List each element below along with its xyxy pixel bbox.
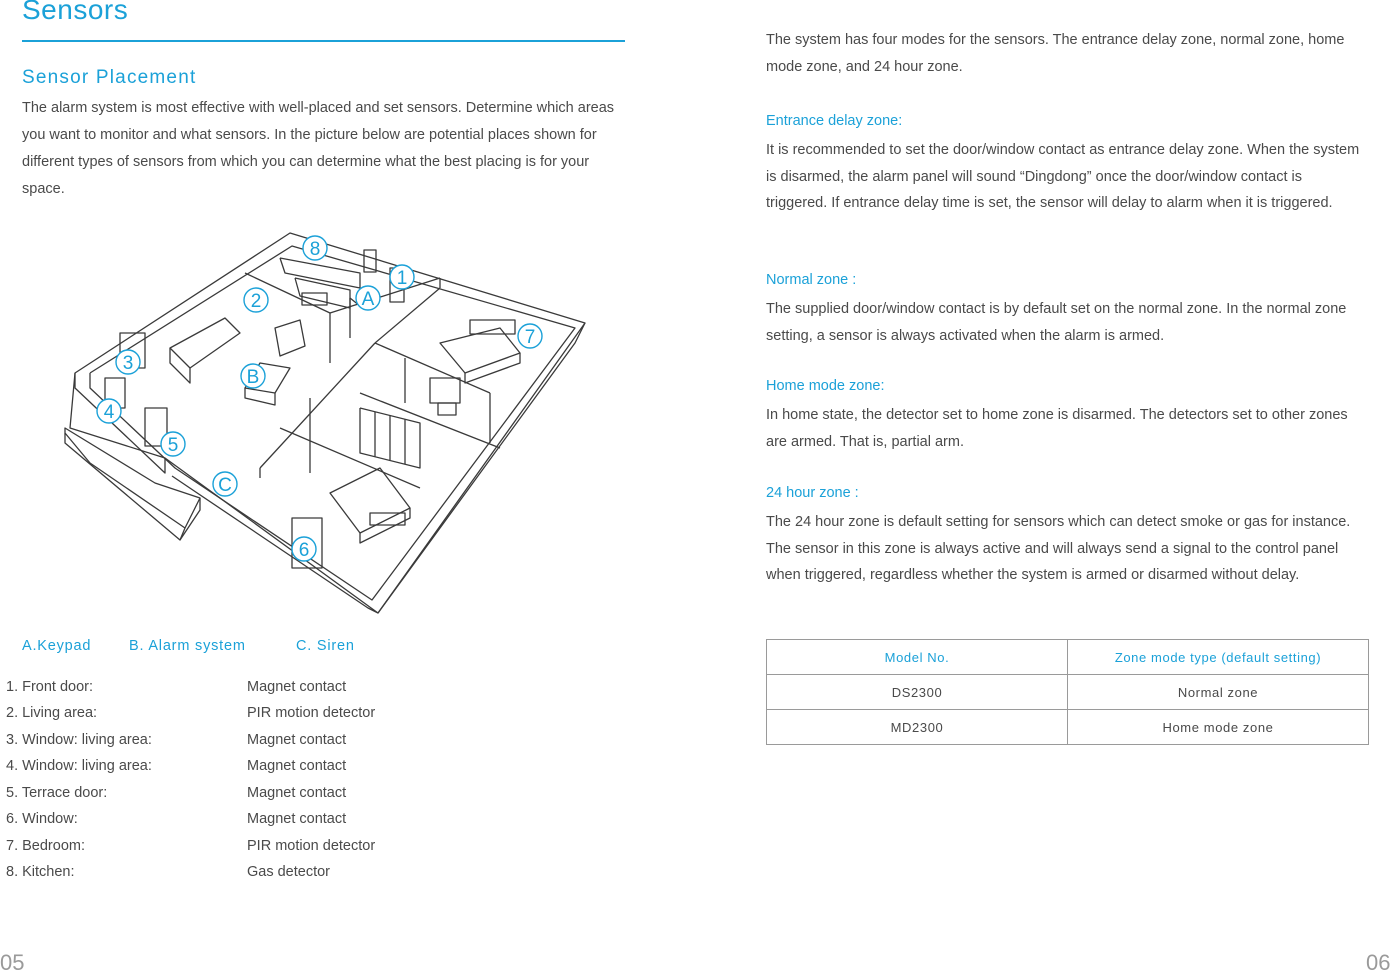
marker-8: 8: [309, 239, 321, 260]
floor-plan-illustration: [60, 228, 590, 618]
sensor-type: PIR motion detector: [247, 705, 376, 721]
sensor-location: 2. Living area:: [6, 705, 98, 721]
marker-1: 1: [396, 268, 408, 289]
page-title: Sensors: [22, 0, 129, 25]
marker-4: 4: [103, 402, 115, 423]
legend-alarm-system: B. Alarm system: [129, 638, 246, 654]
intro-paragraph: The alarm system is most effective with well-placed and set sensors. Determine which areas you want to monitor and what sensors. In the picture below are potential places shown for different types of sensors from which you can determine what the best placing is for your space.: [22, 100, 615, 197]
section-heading: Sensor Placement: [22, 67, 197, 88]
table-cell-model: MD2300: [767, 710, 1068, 745]
normal-zone-body: The supplied door/window contact is by default set on the normal zone. In the normal zone setting, a sensor is always activated when the alarm is armed.: [766, 301, 1347, 344]
sensor-type: Magnet contact: [247, 732, 347, 748]
home-mode-body: In home state, the detector set to home zone is disarmed. The detectors set to other zones are armed. That is, partial arm.: [766, 407, 1348, 450]
sensor-location: 6. Window:: [6, 811, 78, 827]
marker-2: 2: [250, 291, 262, 312]
home-mode-heading: Home mode zone:: [766, 378, 885, 394]
sensor-location: 4. Window: living area:: [6, 758, 152, 774]
sensor-type: PIR motion detector: [247, 838, 376, 854]
header-zone-mode: Zone mode type (default setting): [1068, 640, 1369, 675]
table-cell-zone: Normal zone: [1068, 675, 1369, 710]
sensor-location: 5. Terrace door:: [6, 785, 108, 801]
sensor-type: Magnet contact: [247, 758, 347, 774]
marker-A: A: [361, 289, 375, 310]
legend-keypad: A.Keypad: [22, 638, 92, 654]
table-header-row: [767, 640, 1369, 675]
sensor-type: Gas detector: [247, 864, 331, 880]
table-cell-zone: Home mode zone: [1068, 710, 1369, 745]
24-hour-body: The 24 hour zone is default setting for sensors which can detect smoke or gas for instance. The sensor in this zone is always active and will always send a signal to the control panel when triggered, regardless whether the system is armed or disarmed without delay.: [766, 514, 1351, 583]
legend-siren: C. Siren: [296, 638, 355, 654]
table-cell-model: DS2300: [767, 675, 1068, 710]
marker-3: 3: [122, 353, 134, 374]
zone-table: [766, 639, 1369, 745]
page-number-left: 05: [0, 950, 25, 975]
title-divider: [22, 40, 625, 42]
page-number-right: 06: [1366, 950, 1391, 975]
entrance-delay-heading: Entrance delay zone:: [766, 113, 903, 129]
sensor-type: Magnet contact: [247, 811, 347, 827]
table-row: [767, 710, 1369, 745]
marker-7: 7: [524, 327, 536, 348]
sensor-location: 7. Bedroom:: [6, 838, 85, 854]
sensor-location: 1. Front door:: [6, 679, 94, 695]
sensor-location: 3. Window: living area:: [6, 732, 152, 748]
marker-6: 6: [298, 540, 310, 561]
table-row: [767, 675, 1369, 710]
modes-intro: The system has four modes for the sensors. The entrance delay zone, normal zone, home mode zone, and 24 hour zone.: [766, 32, 1345, 75]
24-hour-heading: 24 hour zone :: [766, 485, 859, 501]
entrance-delay-body: It is recommended to set the door/window contact as entrance delay zone. When the system is disarmed, the alarm panel will sound “Dingdong” once the door/window contact is triggered. If entrance delay time is set, the sensor will delay to alarm when it is triggered.: [766, 142, 1360, 211]
sensor-location: 8. Kitchen:: [6, 864, 75, 880]
normal-zone-heading: Normal zone :: [766, 272, 857, 288]
header-model-no: Model No.: [767, 640, 1068, 675]
sensor-type: Magnet contact: [247, 679, 347, 695]
sensor-type: Magnet contact: [247, 785, 347, 801]
marker-C: C: [218, 475, 232, 496]
marker-B: B: [246, 367, 260, 388]
marker-5: 5: [167, 435, 179, 456]
